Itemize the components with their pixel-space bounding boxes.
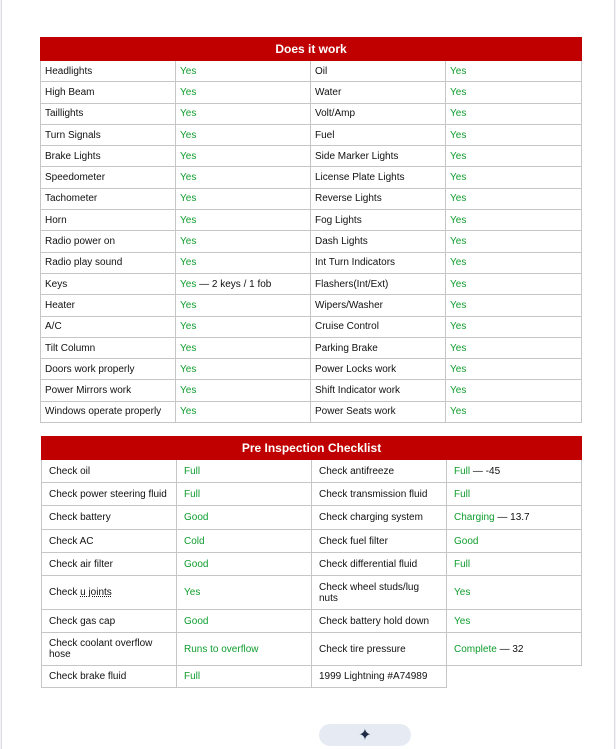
check-label	[42, 633, 177, 666]
status-value: Yes	[180, 278, 197, 290]
status-value: Yes	[450, 129, 467, 141]
item-status	[446, 252, 582, 273]
item-label	[311, 316, 446, 337]
table-row	[42, 610, 582, 633]
status-value: Yes	[180, 65, 197, 77]
check-result	[447, 506, 582, 530]
check-label	[312, 530, 447, 553]
status-value: Yes	[450, 150, 467, 162]
item-label-text: Horn	[45, 214, 67, 226]
item-status	[446, 188, 582, 209]
table-row	[41, 146, 582, 167]
item-label	[41, 252, 176, 273]
result-value: Yes	[454, 587, 471, 598]
status-note: — 2 keys / 1 fob	[196, 278, 272, 290]
result-value: Full	[184, 465, 201, 477]
item-label-text: Oil	[315, 65, 328, 77]
check-result	[177, 610, 312, 633]
check-label	[312, 483, 447, 506]
item-label-text: Parking Brake	[315, 342, 378, 354]
check-label-text: Check brake fluid	[49, 671, 127, 682]
status-value: Yes	[450, 172, 467, 184]
check-label-text: Check antifreeze	[319, 465, 395, 477]
check-label-text: Check battery hold down	[319, 615, 430, 627]
check-label-text: Check air filter	[49, 558, 113, 570]
check-label-text: Check coolant overflow hose	[49, 638, 153, 660]
item-label	[41, 231, 176, 252]
item-status	[446, 337, 582, 358]
status-value: Yes	[180, 129, 197, 141]
item-status	[176, 273, 311, 294]
item-label	[311, 146, 446, 167]
table-row	[41, 252, 582, 273]
item-status	[176, 295, 311, 316]
item-label-text: Water	[315, 86, 342, 98]
check-label-text: Check AC	[49, 535, 94, 547]
item-status	[446, 316, 582, 337]
check-label	[312, 576, 447, 610]
item-label	[41, 82, 176, 103]
item-label	[41, 273, 176, 294]
status-value: Yes	[450, 65, 467, 77]
check-label	[42, 530, 177, 553]
table-row	[41, 61, 582, 82]
table-row	[41, 188, 582, 209]
item-status	[446, 295, 582, 316]
item-label-text: Radio play sound	[45, 257, 123, 269]
table-title: Pre Inspection Checklist	[42, 437, 582, 460]
item-label	[41, 380, 176, 401]
item-label-text: Radio power on	[45, 236, 116, 248]
item-label-text: Tilt Column	[45, 342, 96, 354]
status-value: Yes	[180, 193, 197, 205]
item-label-text: Taillights	[45, 108, 84, 120]
status-value: Yes	[450, 86, 467, 98]
status-value: Yes	[450, 363, 467, 375]
item-status	[176, 124, 311, 145]
item-status	[176, 316, 311, 337]
item-label-text: Keys	[45, 278, 68, 290]
item-label-text: Turn Signals	[45, 129, 101, 141]
item-label	[311, 124, 446, 145]
check-label	[312, 610, 447, 633]
item-label	[311, 103, 446, 124]
status-value: Yes	[450, 299, 467, 311]
table-row	[41, 82, 582, 103]
item-status	[446, 231, 582, 252]
table-row	[42, 506, 582, 530]
check-result	[447, 576, 582, 610]
check-result	[177, 553, 312, 576]
check-result	[447, 633, 582, 666]
item-label	[41, 124, 176, 145]
status-value: Yes	[450, 278, 467, 290]
check-result	[177, 483, 312, 506]
check-label-text: Check tire pressure	[319, 643, 406, 655]
result-value: Full	[184, 671, 201, 682]
check-result	[177, 666, 312, 688]
item-status	[176, 210, 311, 231]
item-label-text: Fuel	[315, 129, 335, 141]
item-label	[41, 210, 176, 231]
item-label	[311, 61, 446, 82]
check-result	[447, 460, 582, 483]
table-row	[42, 483, 582, 506]
item-label-text: High Beam	[45, 86, 95, 98]
result-value: Yes	[184, 587, 201, 598]
item-label	[41, 401, 176, 422]
result-value: Complete	[454, 643, 497, 655]
item-label	[41, 103, 176, 124]
check-label	[42, 610, 177, 633]
result-value: Full	[454, 465, 471, 477]
item-label-text: Reverse Lights	[315, 193, 382, 205]
table-row	[42, 633, 582, 666]
table-row	[42, 576, 582, 610]
document-page	[1, 0, 615, 749]
item-label-text: Volt/Amp	[315, 108, 356, 120]
empty-cell	[447, 666, 582, 688]
check-label	[312, 460, 447, 483]
item-status	[176, 188, 311, 209]
item-status	[176, 401, 311, 422]
item-label	[41, 188, 176, 209]
check-label	[42, 483, 177, 506]
item-label	[311, 167, 446, 188]
table-title: Does it work	[41, 38, 582, 61]
check-label-link: u joints	[80, 587, 112, 598]
status-value: Yes	[180, 214, 197, 226]
item-label	[41, 146, 176, 167]
check-label-text: Check charging system	[319, 512, 423, 523]
table-row	[41, 210, 582, 231]
item-label-text: Wipers/Washer	[315, 299, 383, 311]
check-label	[42, 506, 177, 530]
item-status	[446, 210, 582, 231]
check-label	[42, 576, 177, 610]
item-status	[446, 82, 582, 103]
check-label-text: Check wheel studs/lug nuts	[319, 581, 420, 604]
status-value: Yes	[180, 363, 197, 375]
item-label-text: License Plate Lights	[315, 172, 405, 184]
table-row	[42, 530, 582, 553]
result-value: Runs to overflow	[184, 643, 259, 655]
check-label	[312, 633, 447, 666]
check-result	[177, 576, 312, 610]
check-label	[312, 553, 447, 576]
item-label-text: Windows operate properly	[45, 406, 162, 418]
check-label-text: Check oil	[49, 465, 91, 477]
status-value: Yes	[180, 257, 197, 269]
item-status	[176, 146, 311, 167]
item-status	[446, 146, 582, 167]
result-value: Full	[454, 558, 471, 570]
table-row	[41, 380, 582, 401]
status-value: Yes	[180, 86, 197, 98]
table-row	[41, 124, 582, 145]
status-value: Yes	[450, 385, 467, 397]
result-value: Full	[184, 488, 201, 500]
check-label-text: Check battery	[49, 512, 111, 523]
item-label	[41, 359, 176, 380]
table-row	[42, 460, 582, 483]
result-value: Charging	[454, 512, 495, 523]
result-value: Cold	[184, 535, 205, 547]
status-value: Yes	[450, 406, 467, 418]
check-label-text: Check transmission fluid	[319, 488, 428, 500]
item-label	[311, 210, 446, 231]
item-label	[311, 337, 446, 358]
item-label-text: Heater	[45, 299, 76, 311]
status-value: Yes	[180, 172, 197, 184]
item-status	[446, 380, 582, 401]
check-result	[447, 530, 582, 553]
table-row	[41, 359, 582, 380]
item-label-text: Brake Lights	[45, 150, 101, 162]
status-value: Yes	[450, 193, 467, 205]
check-result	[447, 610, 582, 633]
check-result	[177, 506, 312, 530]
item-status	[176, 380, 311, 401]
status-value: Yes	[180, 342, 197, 354]
item-label-text: Speedometer	[45, 172, 106, 184]
item-label	[41, 167, 176, 188]
item-status	[446, 359, 582, 380]
table-row	[41, 167, 582, 188]
item-status	[446, 124, 582, 145]
check-label	[42, 460, 177, 483]
check-result	[177, 460, 312, 483]
status-value: Yes	[450, 257, 467, 269]
item-label-text: Doors work properly	[45, 363, 135, 375]
item-status	[176, 359, 311, 380]
check-label	[312, 506, 447, 530]
result-value: Good	[454, 535, 479, 547]
item-status	[176, 82, 311, 103]
status-value: Yes	[180, 150, 197, 162]
item-label	[311, 380, 446, 401]
sparkle-icon: ✦	[358, 727, 372, 744]
table-row	[41, 273, 582, 294]
status-value: Yes	[450, 342, 467, 354]
check-label-text: Check	[49, 587, 81, 598]
item-status	[446, 167, 582, 188]
status-value: Yes	[180, 299, 197, 311]
status-value: Yes	[450, 236, 467, 248]
item-label-text: Side Marker Lights	[315, 150, 399, 162]
result-note: — 32	[496, 643, 524, 655]
item-label	[311, 231, 446, 252]
item-status	[446, 61, 582, 82]
item-label	[311, 295, 446, 316]
status-value: Yes	[180, 321, 197, 333]
result-value: Good	[184, 558, 209, 570]
item-label	[311, 252, 446, 273]
status-value: Yes	[180, 108, 197, 120]
item-label-text: Flashers(Int/Ext)	[315, 278, 389, 290]
item-label-text: A/C	[45, 321, 62, 333]
table-row	[42, 666, 582, 688]
check-result	[177, 633, 312, 666]
item-status	[176, 61, 311, 82]
status-value: Yes	[450, 214, 467, 226]
item-label-text: Headlights	[45, 65, 93, 77]
item-label-text: Power Mirrors work	[45, 385, 132, 397]
item-status	[446, 103, 582, 124]
item-label-text: Power Seats work	[315, 406, 396, 418]
table-row	[41, 337, 582, 358]
check-label-text: Check gas cap	[49, 615, 116, 627]
item-label-text: Tachometer	[45, 193, 98, 205]
item-label	[41, 337, 176, 358]
check-label-text: Check fuel filter	[319, 535, 388, 547]
table-row	[41, 401, 582, 422]
item-label	[311, 82, 446, 103]
status-value: Yes	[180, 236, 197, 248]
item-label-text: Power Locks work	[315, 363, 397, 375]
item-label	[311, 188, 446, 209]
item-status	[176, 167, 311, 188]
status-value: Yes	[450, 108, 467, 120]
check-label-text: Check differential fluid	[319, 558, 418, 570]
result-note: — -45	[470, 465, 501, 477]
item-label	[41, 61, 176, 82]
item-status	[176, 231, 311, 252]
check-label-text: Check power steering fluid	[49, 488, 167, 500]
item-label	[41, 316, 176, 337]
check-result	[447, 483, 582, 506]
item-status	[176, 103, 311, 124]
table-row	[41, 316, 582, 337]
item-label-text: Int Turn Indicators	[315, 257, 396, 269]
item-label-text: Shift Indicator work	[315, 385, 401, 397]
check-result	[447, 553, 582, 576]
item-label	[41, 295, 176, 316]
check-label	[312, 666, 447, 688]
table-row	[41, 295, 582, 316]
result-value: Full	[454, 488, 471, 500]
result-value: Good	[184, 512, 209, 523]
pre-inspection-table	[41, 436, 582, 688]
item-label	[311, 273, 446, 294]
item-label	[311, 401, 446, 422]
status-value: Yes	[180, 385, 197, 397]
check-label	[42, 553, 177, 576]
does-it-work-table	[40, 37, 582, 423]
item-status	[176, 252, 311, 273]
status-value: Yes	[180, 406, 197, 418]
item-label-text: Fog Lights	[315, 214, 362, 226]
item-status	[446, 273, 582, 294]
table-row	[41, 103, 582, 124]
item-label-text: Cruise Control	[315, 321, 379, 333]
table-row	[41, 231, 582, 252]
ai-assist-button[interactable]	[319, 724, 411, 746]
item-status	[176, 337, 311, 358]
item-label	[311, 359, 446, 380]
result-value: Yes	[454, 615, 471, 627]
item-label-text: Dash Lights	[315, 236, 368, 248]
item-status	[446, 401, 582, 422]
status-value: Yes	[450, 321, 467, 333]
result-note: — 13.7	[494, 512, 530, 523]
check-result	[177, 530, 312, 553]
table-row	[42, 553, 582, 576]
check-label	[42, 666, 177, 688]
check-label-text: 1999 Lightning #A74989	[319, 671, 428, 682]
result-value: Good	[184, 615, 209, 627]
